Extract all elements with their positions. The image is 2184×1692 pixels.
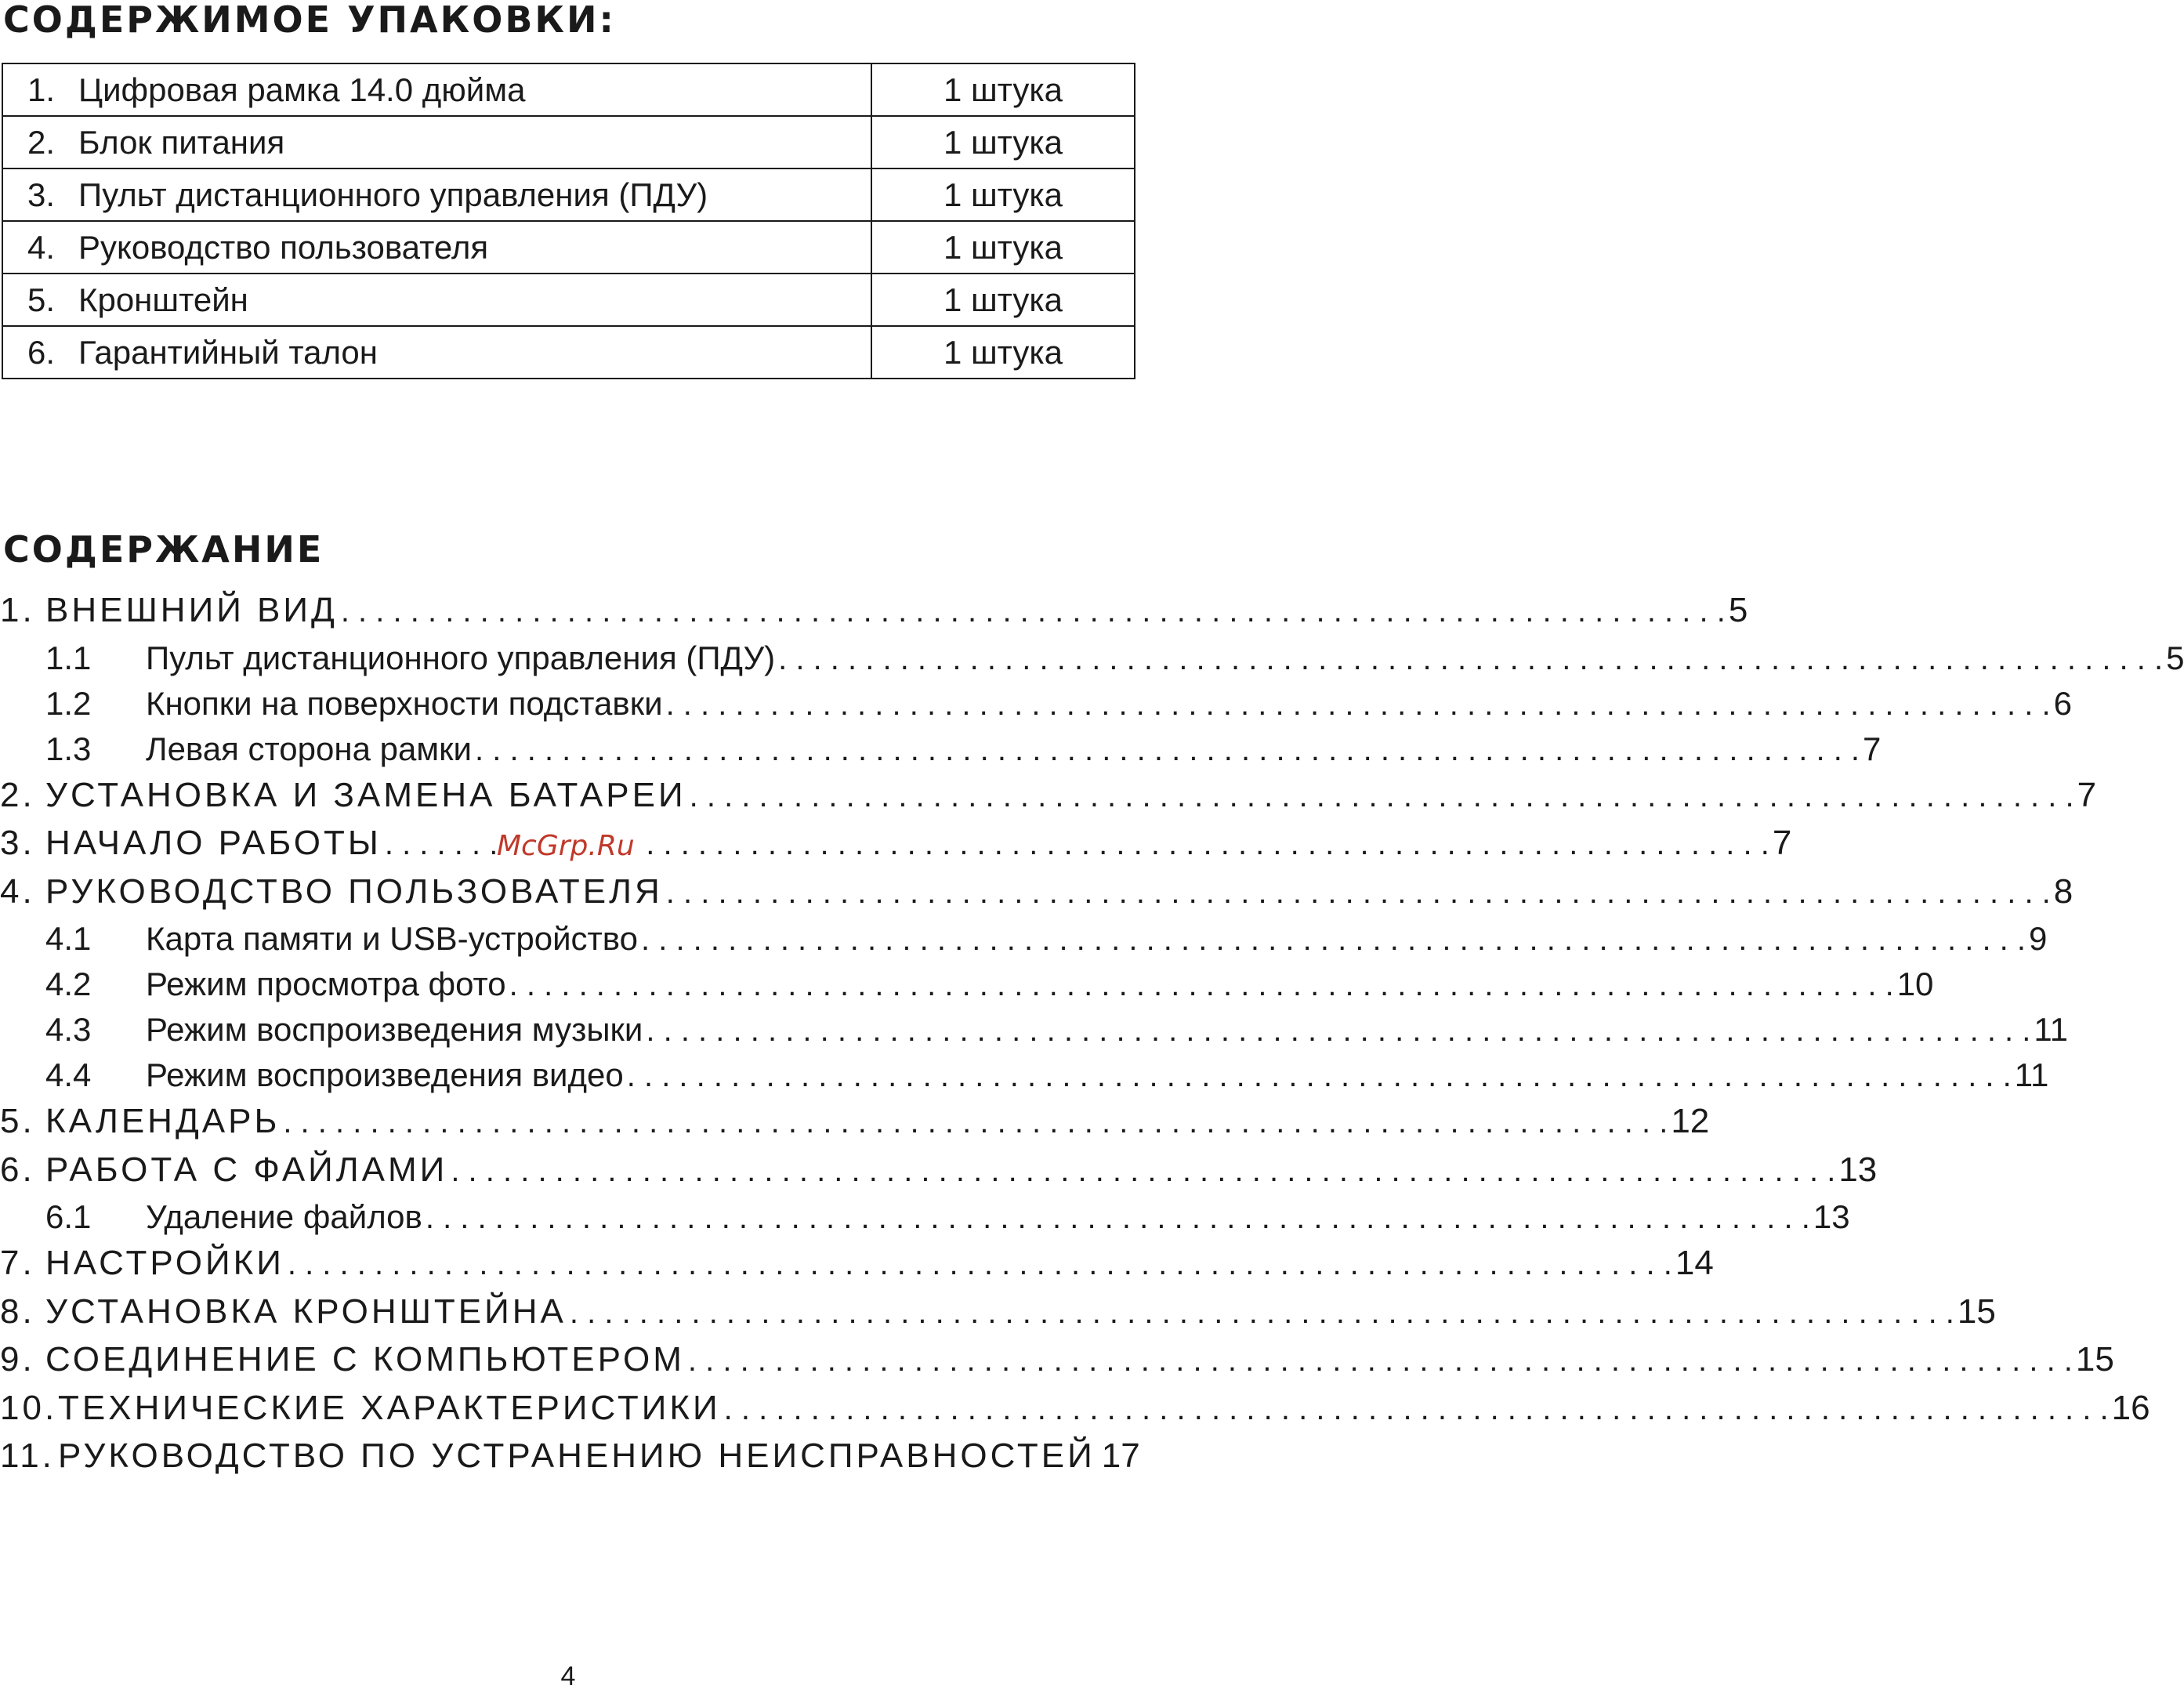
item-name-cell [2,274,871,326]
toc-subentry[interactable] [0,1198,1850,1244]
item-name: Цифровая рамка 14.0 дюйма [78,71,526,108]
toc-entry-number: 1.3 [45,730,92,767]
item-number: 3. [27,176,55,213]
toc-entry-page: 7 [1863,730,1882,767]
toc-entry[interactable] [0,1244,1714,1292]
toc-entry-title: Кнопки на поверхности подставки [146,684,663,722]
item-quantity: 1 штука [871,116,1135,168]
toc-entry-page: 15 [1957,1292,1996,1331]
dot-leader [426,1201,1810,1236]
item-quantity: 1 штука [871,274,1135,326]
dot-leader [283,1105,1668,1140]
dot-leader [666,687,2051,723]
dot-leader [778,642,2163,677]
toc-subentry[interactable] [0,1056,2049,1102]
toc-entry-number: 1.1 [45,639,92,676]
toc-entry-number: 4. [0,871,35,911]
toc-subentry[interactable] [0,1011,2068,1056]
watermark: McGrp.Ru [497,830,635,862]
dot-leader [341,594,1726,629]
toc-entry-number: 6. [0,1150,35,1189]
toc-entry-title: РАБОТА С ФАЙЛАМИ [45,1150,448,1189]
toc-entry-title: УСТАНОВКА КРОНШТЕЙНА [45,1292,567,1331]
toc-entry-page: 12 [1671,1102,1710,1140]
dot-leader [666,875,2051,911]
item-number: 6. [27,333,55,371]
toc-entry-number: 4.2 [45,966,92,1002]
toc-entry-number: 9. [0,1340,35,1379]
toc-entry-title: НАСТРОЙКИ [45,1244,284,1282]
dot-leader [690,779,2074,814]
toc-entry-number: 11. [0,1437,55,1475]
toc-entry-page: 9 [2029,920,2048,957]
toc-entry-title: РУКОВОДСТВО ПОЛЬЗОВАТЕЛЯ [45,871,663,911]
toc-entry-title: Режим просмотра фото [146,966,506,1002]
table-row [2,116,1135,168]
item-name: Блок питания [78,123,285,161]
toc-subentry[interactable] [0,684,2072,730]
dot-leader [641,922,2026,958]
table-row [2,168,1135,221]
package-contents-table [2,63,1135,379]
toc-entry-number: 1.2 [45,684,92,722]
toc-entry-page: 16 [2111,1388,2150,1427]
toc-entry-number: 4.4 [45,1056,92,1093]
item-number: 2. [27,123,55,161]
dot-leader [451,1154,1835,1189]
toc-heading: СОДЕРЖАНИЕ [3,528,324,571]
toc-entry-title: Удаление файлов [146,1198,422,1235]
toc-entry-number: 4.3 [45,1011,92,1048]
item-name: Пульт дистанционного управления (ПДУ) [78,176,708,213]
toc-entry[interactable] [0,591,1748,639]
toc-entry-number: 4.1 [45,920,92,957]
toc-entry[interactable] [0,1292,1996,1341]
item-name-cell [2,116,871,168]
dot-leader [646,1013,2030,1049]
toc-entry-page: 8 [2053,871,2074,911]
toc-entry-page: 5 [2166,639,2184,676]
toc-entry-number: 10. [0,1388,58,1427]
toc-entry-title: КАЛЕНДАРЬ [45,1102,281,1140]
item-name-cell [2,326,871,379]
dot-leader [509,968,1894,1003]
package-contents-heading: СОДЕРЖИМОЕ УПАКОВКИ: [3,0,616,41]
dot-leader [627,1059,2012,1094]
toc-entry-page: 7 [2077,775,2097,814]
toc-entry-page: 10 [1896,966,1934,1002]
dot-leader [475,733,1860,768]
toc-entry-title: ТЕХНИЧЕСКИЕ ХАРАКТЕРИСТИКИ [58,1388,721,1427]
item-name: Гарантийный талон [78,333,378,371]
toc-entry-page: 11 [2014,1056,2049,1093]
toc-entry-number: 8. [0,1292,35,1331]
toc-entry-page: 17 [1101,1437,1140,1475]
item-name: Руководство пользователя [78,228,489,266]
table-row [2,274,1135,326]
toc-entry-title: УСТАНОВКА И ЗАМЕНА БАТАРЕИ [45,775,686,814]
toc-entry-title: Левая сторона рамки [146,730,473,767]
toc-subentry[interactable] [0,966,1934,1011]
toc-entry-title: Карта памяти и USB-устройство [146,920,638,957]
toc-entry-title: Пульт дистанционного управления (ПДУ) [146,639,776,676]
toc-entry-number: 1. [0,591,35,629]
toc-entry[interactable] [0,1150,1878,1199]
toc-entry[interactable] [0,1340,2114,1389]
item-quantity: 1 штука [871,326,1135,379]
item-name-cell [2,63,871,116]
item-quantity: 1 штука [871,63,1135,116]
toc-entry[interactable] [0,1102,1710,1150]
table-of-contents [0,591,2184,1485]
toc-entry-title: ВНЕШНИЙ ВИД [45,591,338,629]
toc-entry-title: Режим воспроизведения музыки [146,1011,643,1048]
toc-entry[interactable] [0,871,2074,921]
dot-leader [288,1247,1672,1282]
toc-entry-number: 5. [0,1102,35,1140]
toc-entry-number: 3. [0,824,35,862]
dot-leader [724,1392,2109,1427]
item-name-cell [2,221,871,274]
item-quantity: 1 штука [871,221,1135,274]
toc-entry-page: 13 [1838,1150,1878,1189]
toc-entry-title: СОЕДИНЕНИЕ С КОМПЬЮТЕРОМ [45,1340,685,1379]
toc-entry-title: РУКОВОДСТВО ПО УСТРАНЕНИЮ НЕИСПРАВНОСТЕЙ [58,1437,1096,1475]
item-number: 5. [27,281,55,318]
toc-subentry[interactable] [0,730,1882,776]
toc-subentry[interactable] [0,920,2048,966]
dot-leader [570,1295,1954,1331]
toc-entry-page: 11 [2034,1011,2068,1048]
table-row [2,221,1135,274]
table-row [2,326,1135,379]
item-name: Кронштейн [78,281,248,318]
toc-entry[interactable] [0,1388,2150,1437]
table-row [2,63,1135,116]
toc-entry-number: 6.1 [45,1198,92,1235]
toc-entry-title: Режим воспроизведения видео [146,1056,624,1093]
toc-entry[interactable] [0,775,2097,824]
item-name-cell [2,168,871,221]
toc-entry[interactable] [0,1437,1140,1485]
toc-entry-title: НАЧАЛО РАБОТЫ [45,824,382,862]
item-quantity: 1 штука [871,168,1135,221]
page-number: 4 [560,1661,576,1691]
dot-leader [688,1343,2073,1379]
toc-entry-page: 14 [1675,1244,1714,1282]
toc-entry-page: 15 [2075,1340,2114,1379]
toc-entry-number: 2. [0,775,35,814]
toc-entry-page: 7 [1772,824,1792,862]
toc-entry-page: 13 [1813,1198,1850,1235]
item-number: 4. [27,228,55,266]
toc-entry-number: 7. [0,1244,35,1282]
toc-entry-page: 6 [2053,684,2072,722]
toc-entry-page: 5 [1728,591,1748,629]
toc-subentry[interactable] [0,639,2184,685]
item-number: 1. [27,71,55,108]
